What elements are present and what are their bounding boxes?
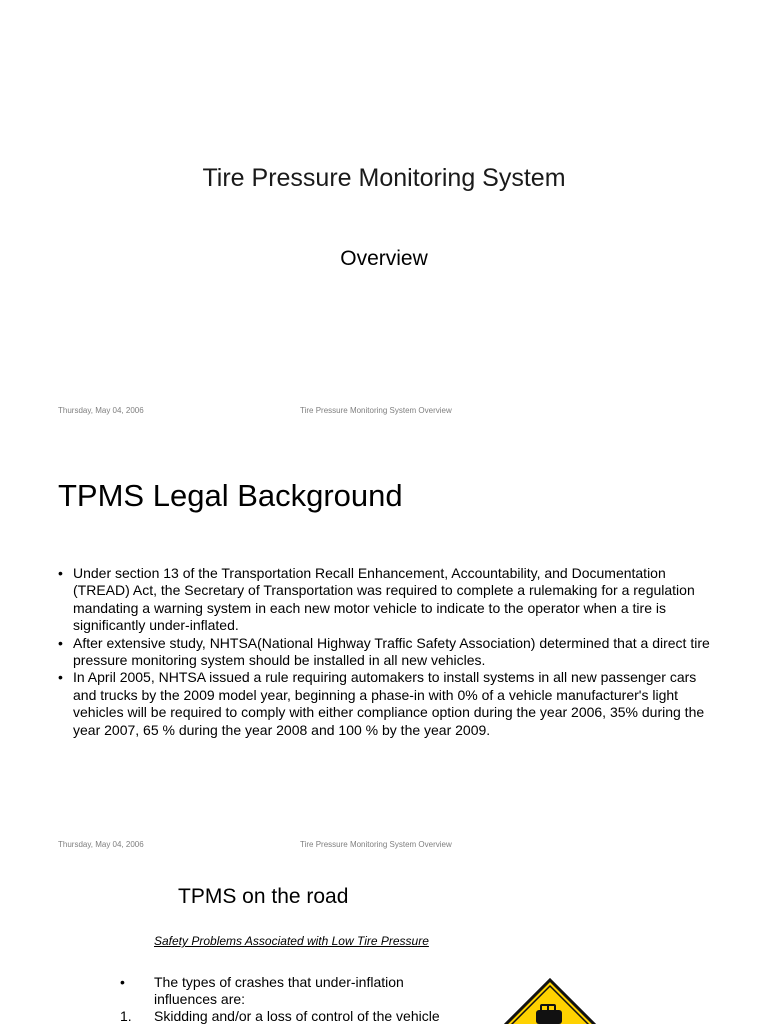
slide-on-the-road [0, 868, 768, 1024]
slippery-road-warning-icon [502, 978, 598, 1024]
list-marker: 1. [120, 1008, 132, 1024]
crash-type-list [120, 974, 440, 1024]
footer-date: Thursday, May 04, 2006 [58, 406, 144, 415]
list-item-text: Skidding and/or a loss of control of the vehicle [154, 1008, 440, 1024]
list-item [120, 1008, 440, 1024]
bullet-item: • After extensive study, NHTSA(National Highway Traffic Safety Association) determined that a direct tire pressure monitoring system should be installed in all new vehicles. [58, 635, 718, 670]
bullet-item: • In April 2005, NHTSA issued a rule requiring automakers to install systems in all new passenger cars and trucks by the 2009 model year, beginning a phase-in with 0% of a vehicle manufacturer's light vehicles will be required to comply with either compliance option during the year 2006, 35% during the year 2007, 65 % during the year 2008 and 100 % by the year 2009. [58, 669, 718, 739]
footer-date: Thursday, May 04, 2006 [58, 840, 144, 849]
slide-subtitle: Overview [340, 247, 428, 270]
slide-title-heading: Tire Pressure Monitoring System [202, 164, 566, 192]
list-item [120, 974, 440, 1008]
slide-legal-background [0, 434, 768, 868]
slide-heading: TPMS on the road [178, 885, 349, 908]
slide-subheading: Safety Problems Associated with Low Tire Pressure [154, 934, 429, 948]
bullet-item: • Under section 13 of the Transportation Recall Enhancement, Accountability, and Documentation (TREAD) Act, the Secretary of Transportation was required to complete a rulemaking for a regulation mandating a warning system in each new motor vehicle to indicate to the operator when a tire is significantly under-inflated. [58, 565, 718, 635]
list-item-text: The types of crashes that under-inflation influences are: [154, 974, 404, 1007]
footer-title: Tire Pressure Monitoring System Overview [300, 840, 452, 849]
bullet-list [58, 565, 718, 739]
list-marker: • [120, 974, 125, 990]
slide-heading: TPMS Legal Background [58, 478, 403, 513]
footer-title: Tire Pressure Monitoring System Overview [300, 406, 452, 415]
slide-title [0, 0, 768, 434]
